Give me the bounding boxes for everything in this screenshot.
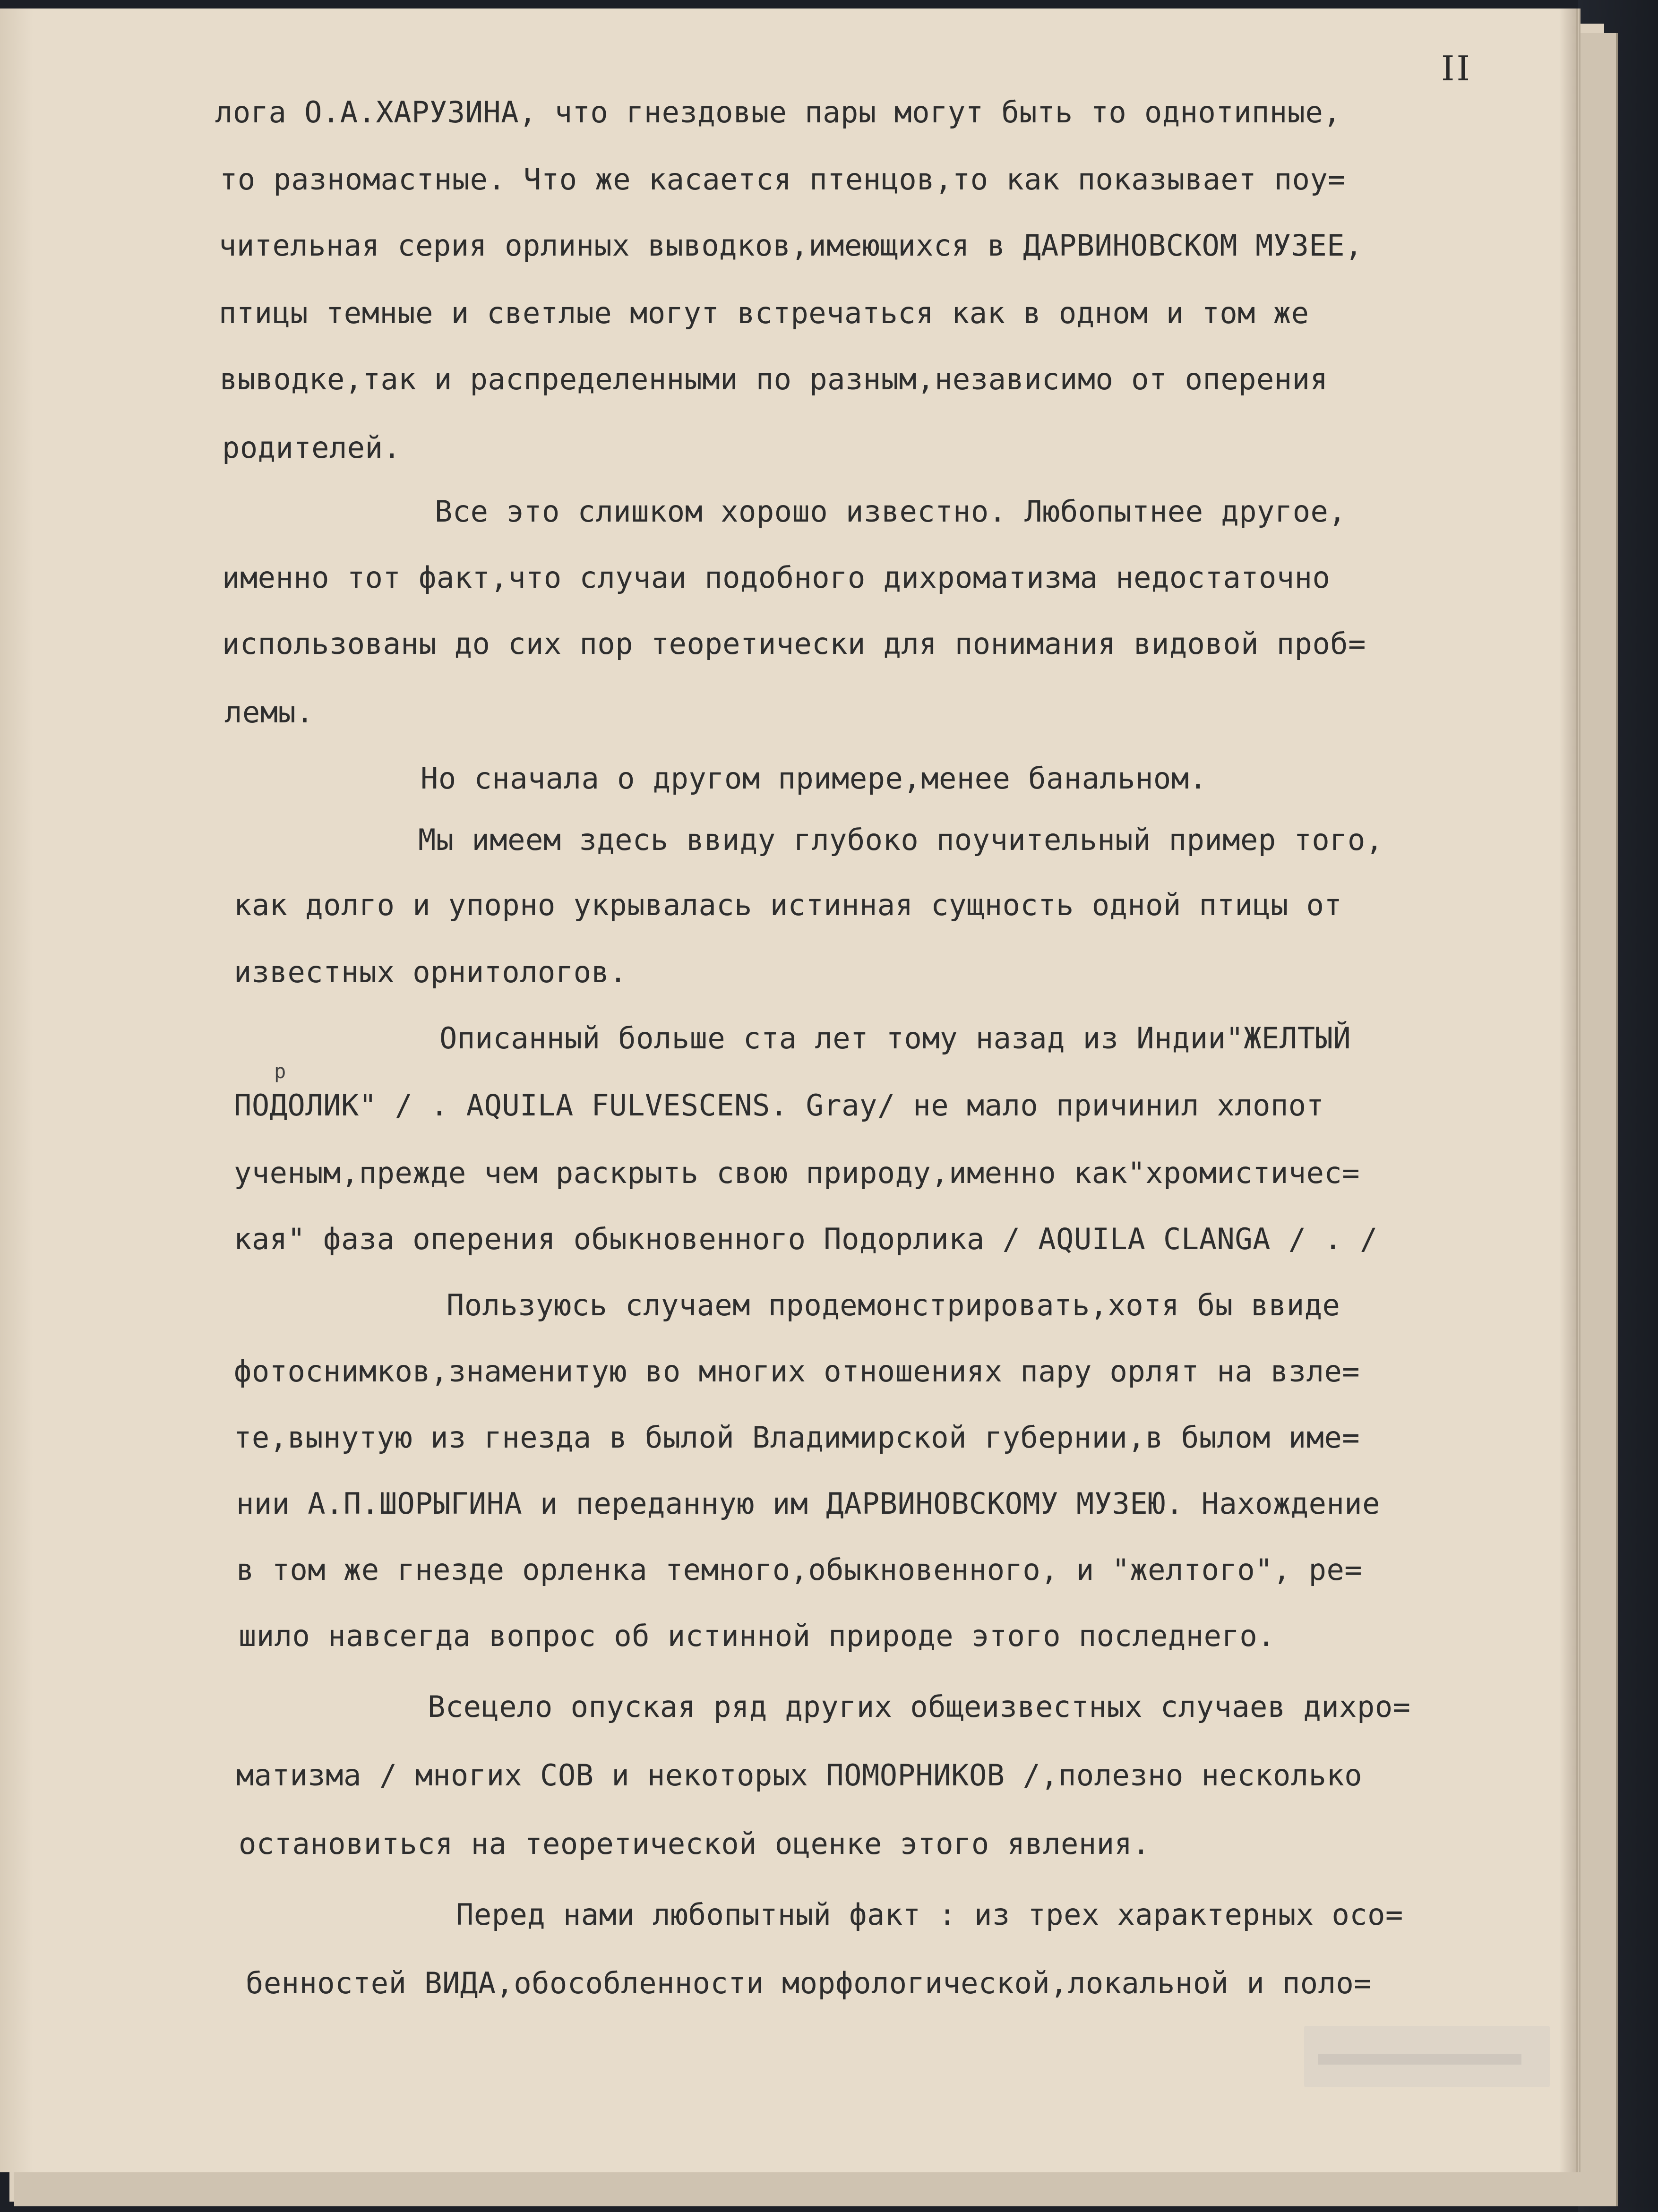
text-line-17: ученым,прежде чем раскрыть свою природу,именно как"хромистичес= xyxy=(234,1156,1360,1190)
text-line-10: лемы. xyxy=(224,695,314,729)
text-line-27: остановиться на теоретической оценке этого явления. xyxy=(239,1826,1151,1861)
text-line-5: выводке,так и распределенными по разным,независимо от оперения xyxy=(220,362,1328,396)
text-line-23: в том же гнезде орленка темного,обыкновенного, и "желтого", ре= xyxy=(236,1552,1363,1587)
text-line-8: именно тот факт,что случаи подобного дихроматизма недостаточно xyxy=(222,560,1331,595)
text-line-21: те,вынутую из гнезда в былой Владимирской губернии,в былом име= xyxy=(234,1420,1360,1455)
faded-stamp xyxy=(1304,2026,1550,2087)
page-edge-shadow xyxy=(1559,9,1578,2172)
text-line-24: шило навсегда вопрос об истинной природе этого последнего. xyxy=(239,1619,1275,1653)
text-line-19: Пользуюсь случаем продемонстрировать,хотя бы ввиде xyxy=(447,1288,1340,1322)
text-line-16: ПОДОЛИК" / . AQUILA FULVESCENS. Gray/ не мало причинил хлопот xyxy=(234,1088,1324,1123)
text-line-1: лога О.А.ХАРУЗИНА, что гнездовые пары могут быть то однотипные, xyxy=(215,95,1341,129)
text-line-6: родителей. xyxy=(222,430,401,465)
text-line-7: Все это слишком хорошо известно. Любопытнее другое, xyxy=(435,494,1347,529)
text-line-9: использованы до сих пор теоретически для понимания видовой проб= xyxy=(222,626,1366,661)
typewritten-page xyxy=(0,9,1576,2172)
text-line-3: чительная серия орлиных выводков,имеющихся в ДАРВИНОВСКОМ МУЗЕЕ, xyxy=(219,228,1363,263)
text-line-4: птицы темные и светлые могут встречаться как в одном и том же xyxy=(219,296,1309,330)
text-line-18: кая" фаза оперения обыкновенного Подорлика / AQUILA CLANGA / . / xyxy=(234,1222,1378,1256)
text-line-29: бенностей ВИДА,обособленности морфологической,локальной и поло= xyxy=(246,1966,1372,2000)
text-line-13: как долго и упорно укрывалась истинная сущность одной птицы от xyxy=(234,888,1342,922)
text-line-20: фотоснимков,знаменитую во многих отношениях пару орлят на взле= xyxy=(234,1354,1360,1389)
text-line-25: Всецело опуская ряд других общеизвестных случаев дихро= xyxy=(428,1689,1411,1724)
text-line-11: Но сначала о другом примере,менее банальном. xyxy=(421,761,1207,796)
text-line-12: Мы имеем здесь ввиду глубоко поучительный пример того, xyxy=(418,823,1383,857)
text-line-14: известных орнитологов. xyxy=(234,955,627,989)
text-line-2: то разномастные. Что же касается птенцов,то как показывает поу= xyxy=(220,162,1346,197)
page-number: II xyxy=(1441,49,1472,88)
text-line-15: Описанный больше ста лет тому назад из Индии"ЖЕЛТЫЙ xyxy=(439,1021,1351,1055)
inserted-letter: р xyxy=(274,1060,286,1083)
text-line-28: Перед нами любопытный факт : из трех характерных осо= xyxy=(456,1897,1403,1932)
text-line-26: матизма / многих СОВ и некоторых ПОМОРНИКОВ /,полезно несколько xyxy=(236,1758,1363,1792)
text-line-22: нии А.П.ШОРЫГИНА и переданную им ДАРВИНОВСКОМУ МУЗЕЮ. Нахождение xyxy=(236,1486,1380,1521)
